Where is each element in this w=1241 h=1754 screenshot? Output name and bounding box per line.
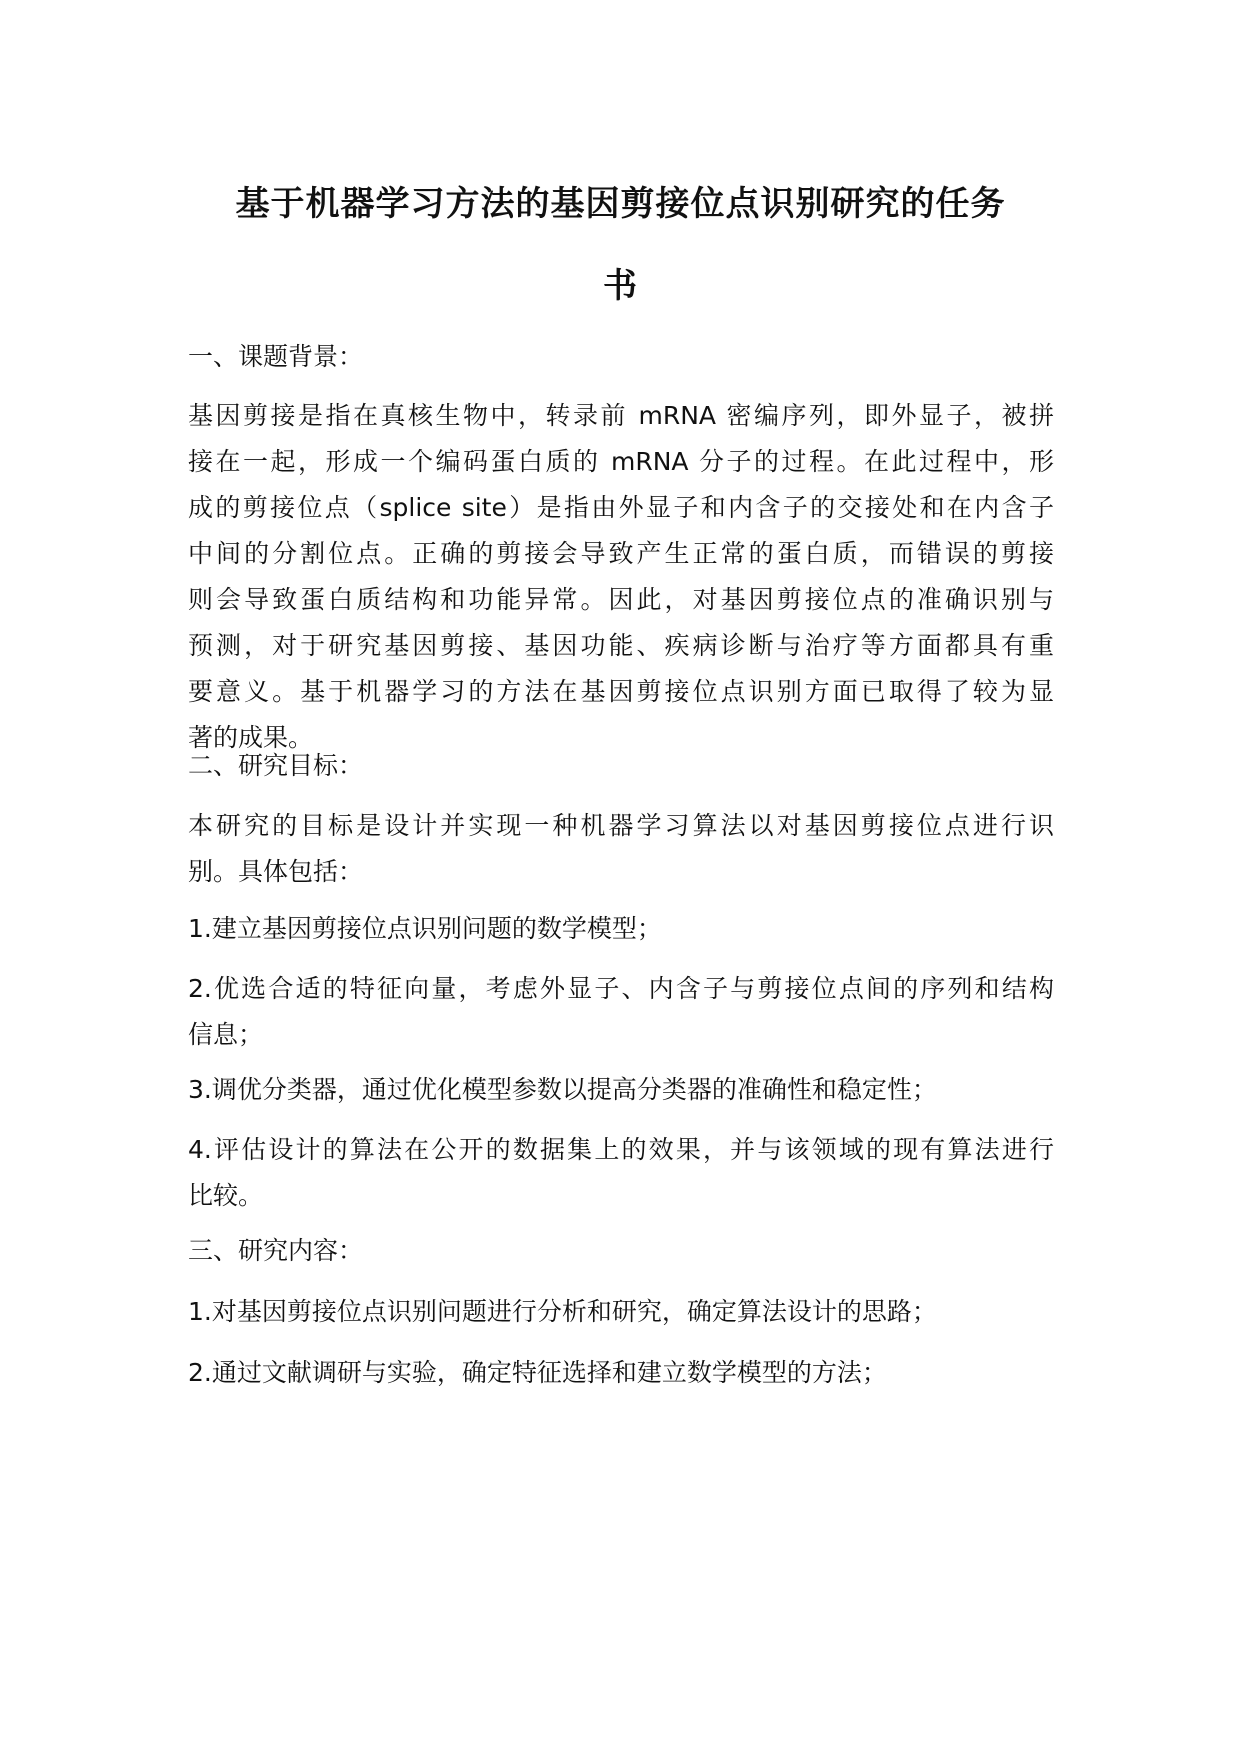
paragraph-line: 预测，对于研究基因剪接、基因功能、疾病诊断与治疗等方面都具有重 [188,631,1054,660]
section-3-item-2 [188,1350,1054,1396]
paragraph-line: 基因剪接是指在真核生物中，转录前 mRNA 密编序列，即外显子，被拼 [188,401,1054,430]
section-2-heading-text: 二、研究目标： [188,751,364,780]
section-2-heading [188,743,1054,789]
section-1-heading-text: 一、课题背景： [188,342,364,371]
paragraph-line: 著的成果。 [188,723,314,752]
list-item-text: 3.调优分类器，通过优化模型参数以提高分类器的准确性和稳定性； [188,1075,937,1104]
section-1-heading [188,334,1054,380]
paragraph-line: 成的剪接位点（splice site）是指由外显子和内含子的交接处和在内含子 [188,493,1054,522]
paragraph-line: 则会导致蛋白质结构和功能异常。因此，对基因剪接位点的准确识别与 [188,585,1054,614]
section-2-item-3 [188,1067,1054,1113]
document-title-line-1: 基于机器学习方法的基因剪接位点识别研究的任务 [235,184,1006,224]
paragraph-line: 要意义。基于机器学习的方法在基因剪接位点识别方面已取得了较为显 [188,677,1054,706]
list-item-text: 2.通过文献调研与实验，确定特征选择和建立数学模型的方法； [188,1358,887,1387]
list-item-text: 1.对基因剪接位点识别问题进行分析和研究，确定算法设计的思路； [188,1297,937,1326]
section-3-heading-text: 三、研究内容： [188,1236,364,1265]
paragraph-line: 中间的分割位点。正确的剪接会导致产生正常的蛋白质，而错误的剪接 [188,539,1054,568]
section-2-item-2 [188,966,1054,1058]
list-item-text: 1.建立基因剪接位点识别问题的数学模型； [188,914,662,943]
list-item-text: 2.优选合适的特征向量，考虑外显子、内含子与剪接位点间的序列和结构 [188,974,1054,1003]
document-title-line-2: 书 [603,266,638,306]
paragraph-line: 本研究的目标是设计并实现一种机器学习算法以对基因剪接位点进行识 [188,811,1054,840]
section-3-heading [188,1228,1054,1274]
section-2-item-1 [188,906,1054,952]
section-1-paragraph [188,393,1054,761]
section-2-intro [188,803,1054,895]
list-item-text: 信息； [188,1020,264,1049]
list-item-text: 4.评估设计的算法在公开的数据集上的效果，并与该领域的现有算法进行 [188,1135,1054,1164]
paragraph-line: 别。具体包括： [188,857,364,886]
section-3-item-1 [188,1289,1054,1335]
list-item-text: 比较。 [188,1181,264,1210]
section-2-item-4 [188,1127,1054,1219]
paragraph-line: 接在一起，形成一个编码蛋白质的 mRNA 分子的过程。在此过程中，形 [188,447,1054,476]
